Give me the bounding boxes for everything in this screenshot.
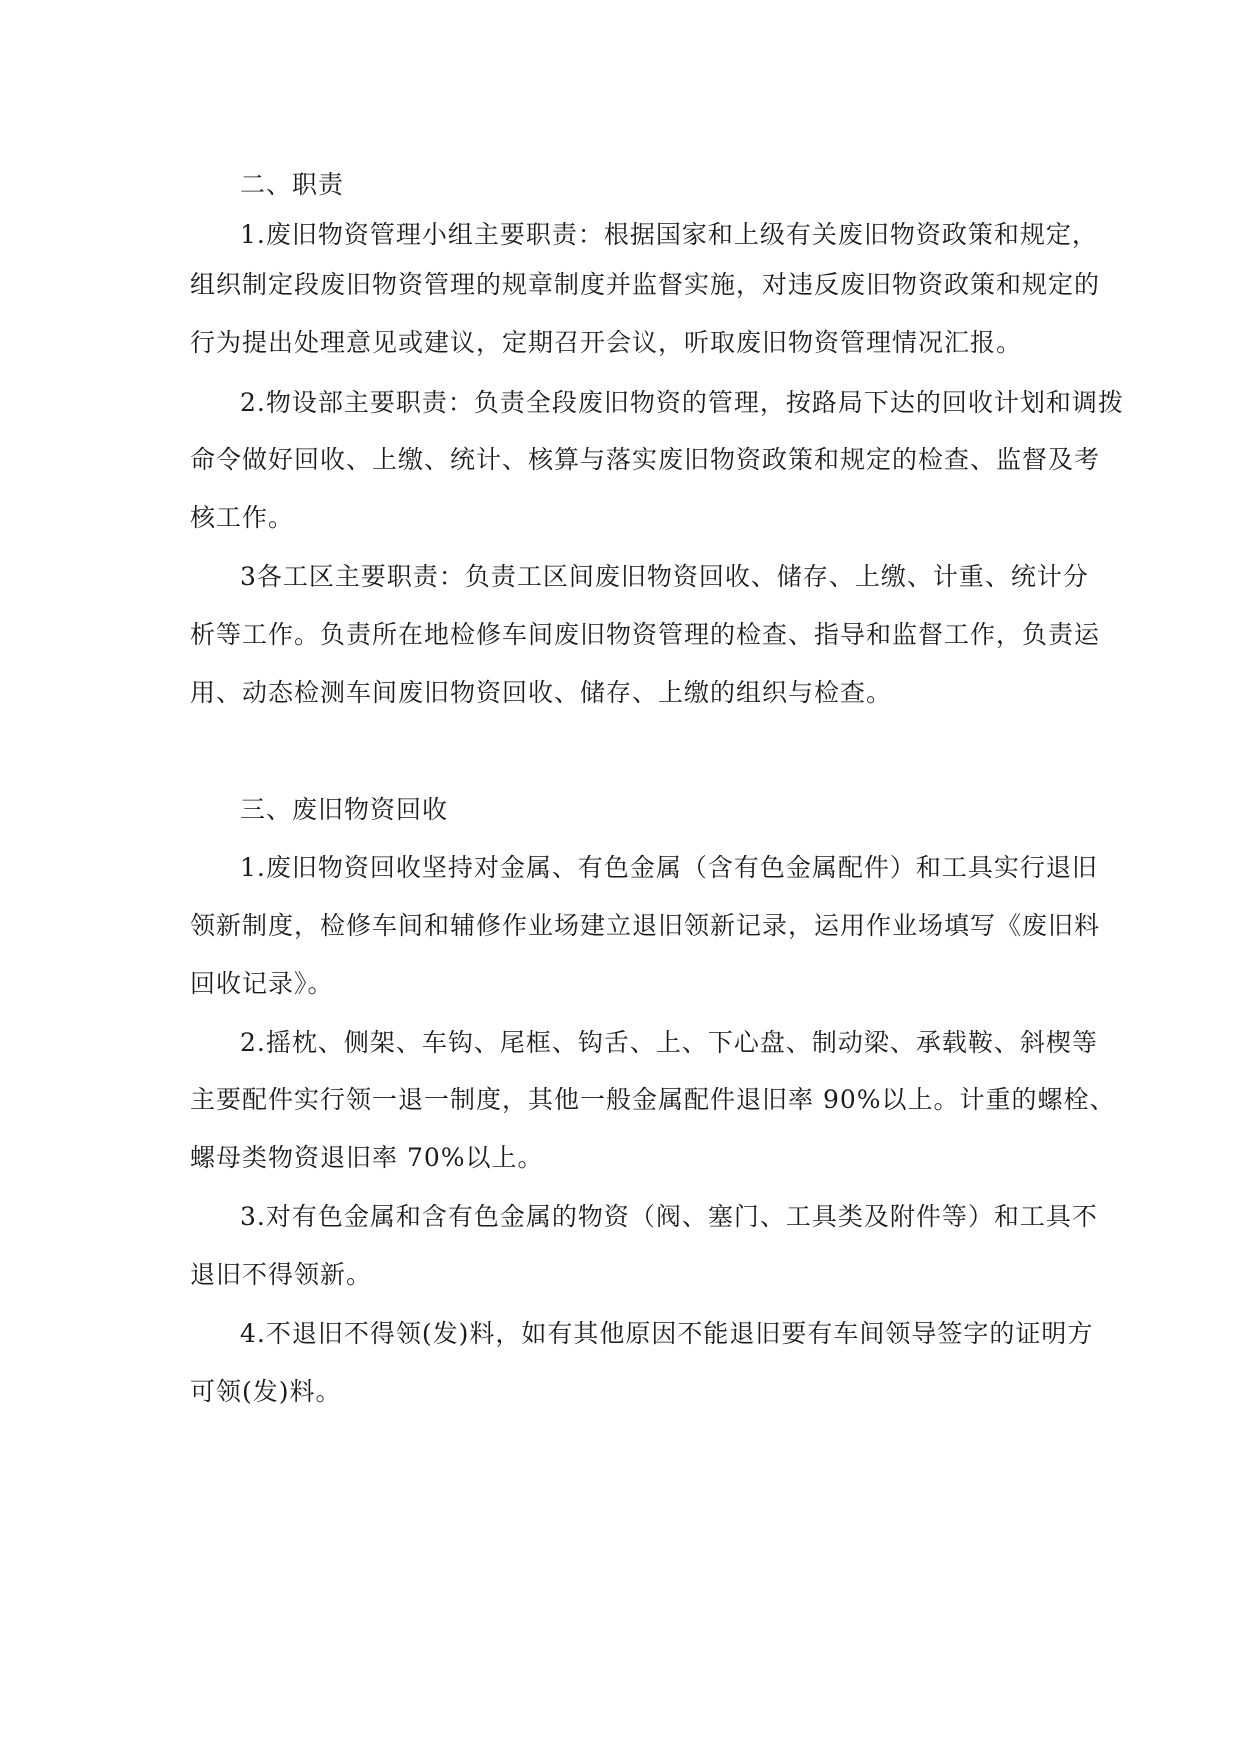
paragraph-line: 核工作。 [190,503,295,532]
paragraph-line: 组织制定段废旧物资管理的规章制度并监督实施，对违反废旧物资政策和规定的 [190,270,1101,299]
paragraph-line: 用、动态检测车间废旧物资回收、储存、上缴的组织与检查。 [190,678,893,707]
paragraph-line: 4.不退旧不得领(发)料，如有其他原因不能退旧要有车间领导签字的证明方 [240,1319,1094,1348]
paragraph-line: 螺母类物资退旧率 70%以上。 [190,1143,544,1172]
paragraph-line: 命令做好回收、上缴、统计、核算与落实废旧物资政策和规定的检查、监督及考 [190,445,1101,474]
paragraph-line: 回收记录》。 [190,969,334,998]
paragraph-line: 可领(发)料。 [190,1377,342,1406]
paragraph-line: 主要配件实行领一退一制度，其他一般金属配件退旧率 90%以上。计重的螺栓、 [190,1085,1116,1114]
paragraph-line: 退旧不得领新。 [190,1260,373,1289]
section-heading-recycling: 三、废旧物资回收 [240,795,449,824]
paragraph-line: 析等工作。负责所在地检修车间废旧物资管理的检查、指导和监督工作，负责运 [190,620,1101,649]
paragraph-line: 行为提出处理意见或建议，定期召开会议，听取废旧物资管理情况汇报。 [190,328,1023,357]
paragraph-line: 3各工区主要职责：负责工区间废旧物资回收、储存、上缴、计重、统计分 [240,562,1089,591]
section-heading-duties: 二、职责 [240,170,345,199]
paragraph-line: 3.对有色金属和含有色金属的物资（阀、塞门、工具类及附件等）和工具不 [240,1202,1098,1231]
paragraph-line: 领新制度，检修车间和辅修作业场建立退旧领新记录，运用作业场填写《废旧料 [190,911,1101,940]
paragraph-line: 1.废旧物资回收坚持对金属、有色金属（含有色金属配件）和工具实行退旧 [240,853,1098,882]
paragraph-line: 2.物设部主要职责：负责全段废旧物资的管理，按路局下达的回收计划和调拨 [240,388,1124,417]
paragraph-line: 2.摇枕、侧架、车钩、尾框、钩舌、上、下心盘、制动梁、承载鞍、斜楔等 [240,1028,1098,1057]
paragraph-line: 1.废旧物资管理小组主要职责：根据国家和上级有关废旧物资政策和规定， [240,220,1098,249]
